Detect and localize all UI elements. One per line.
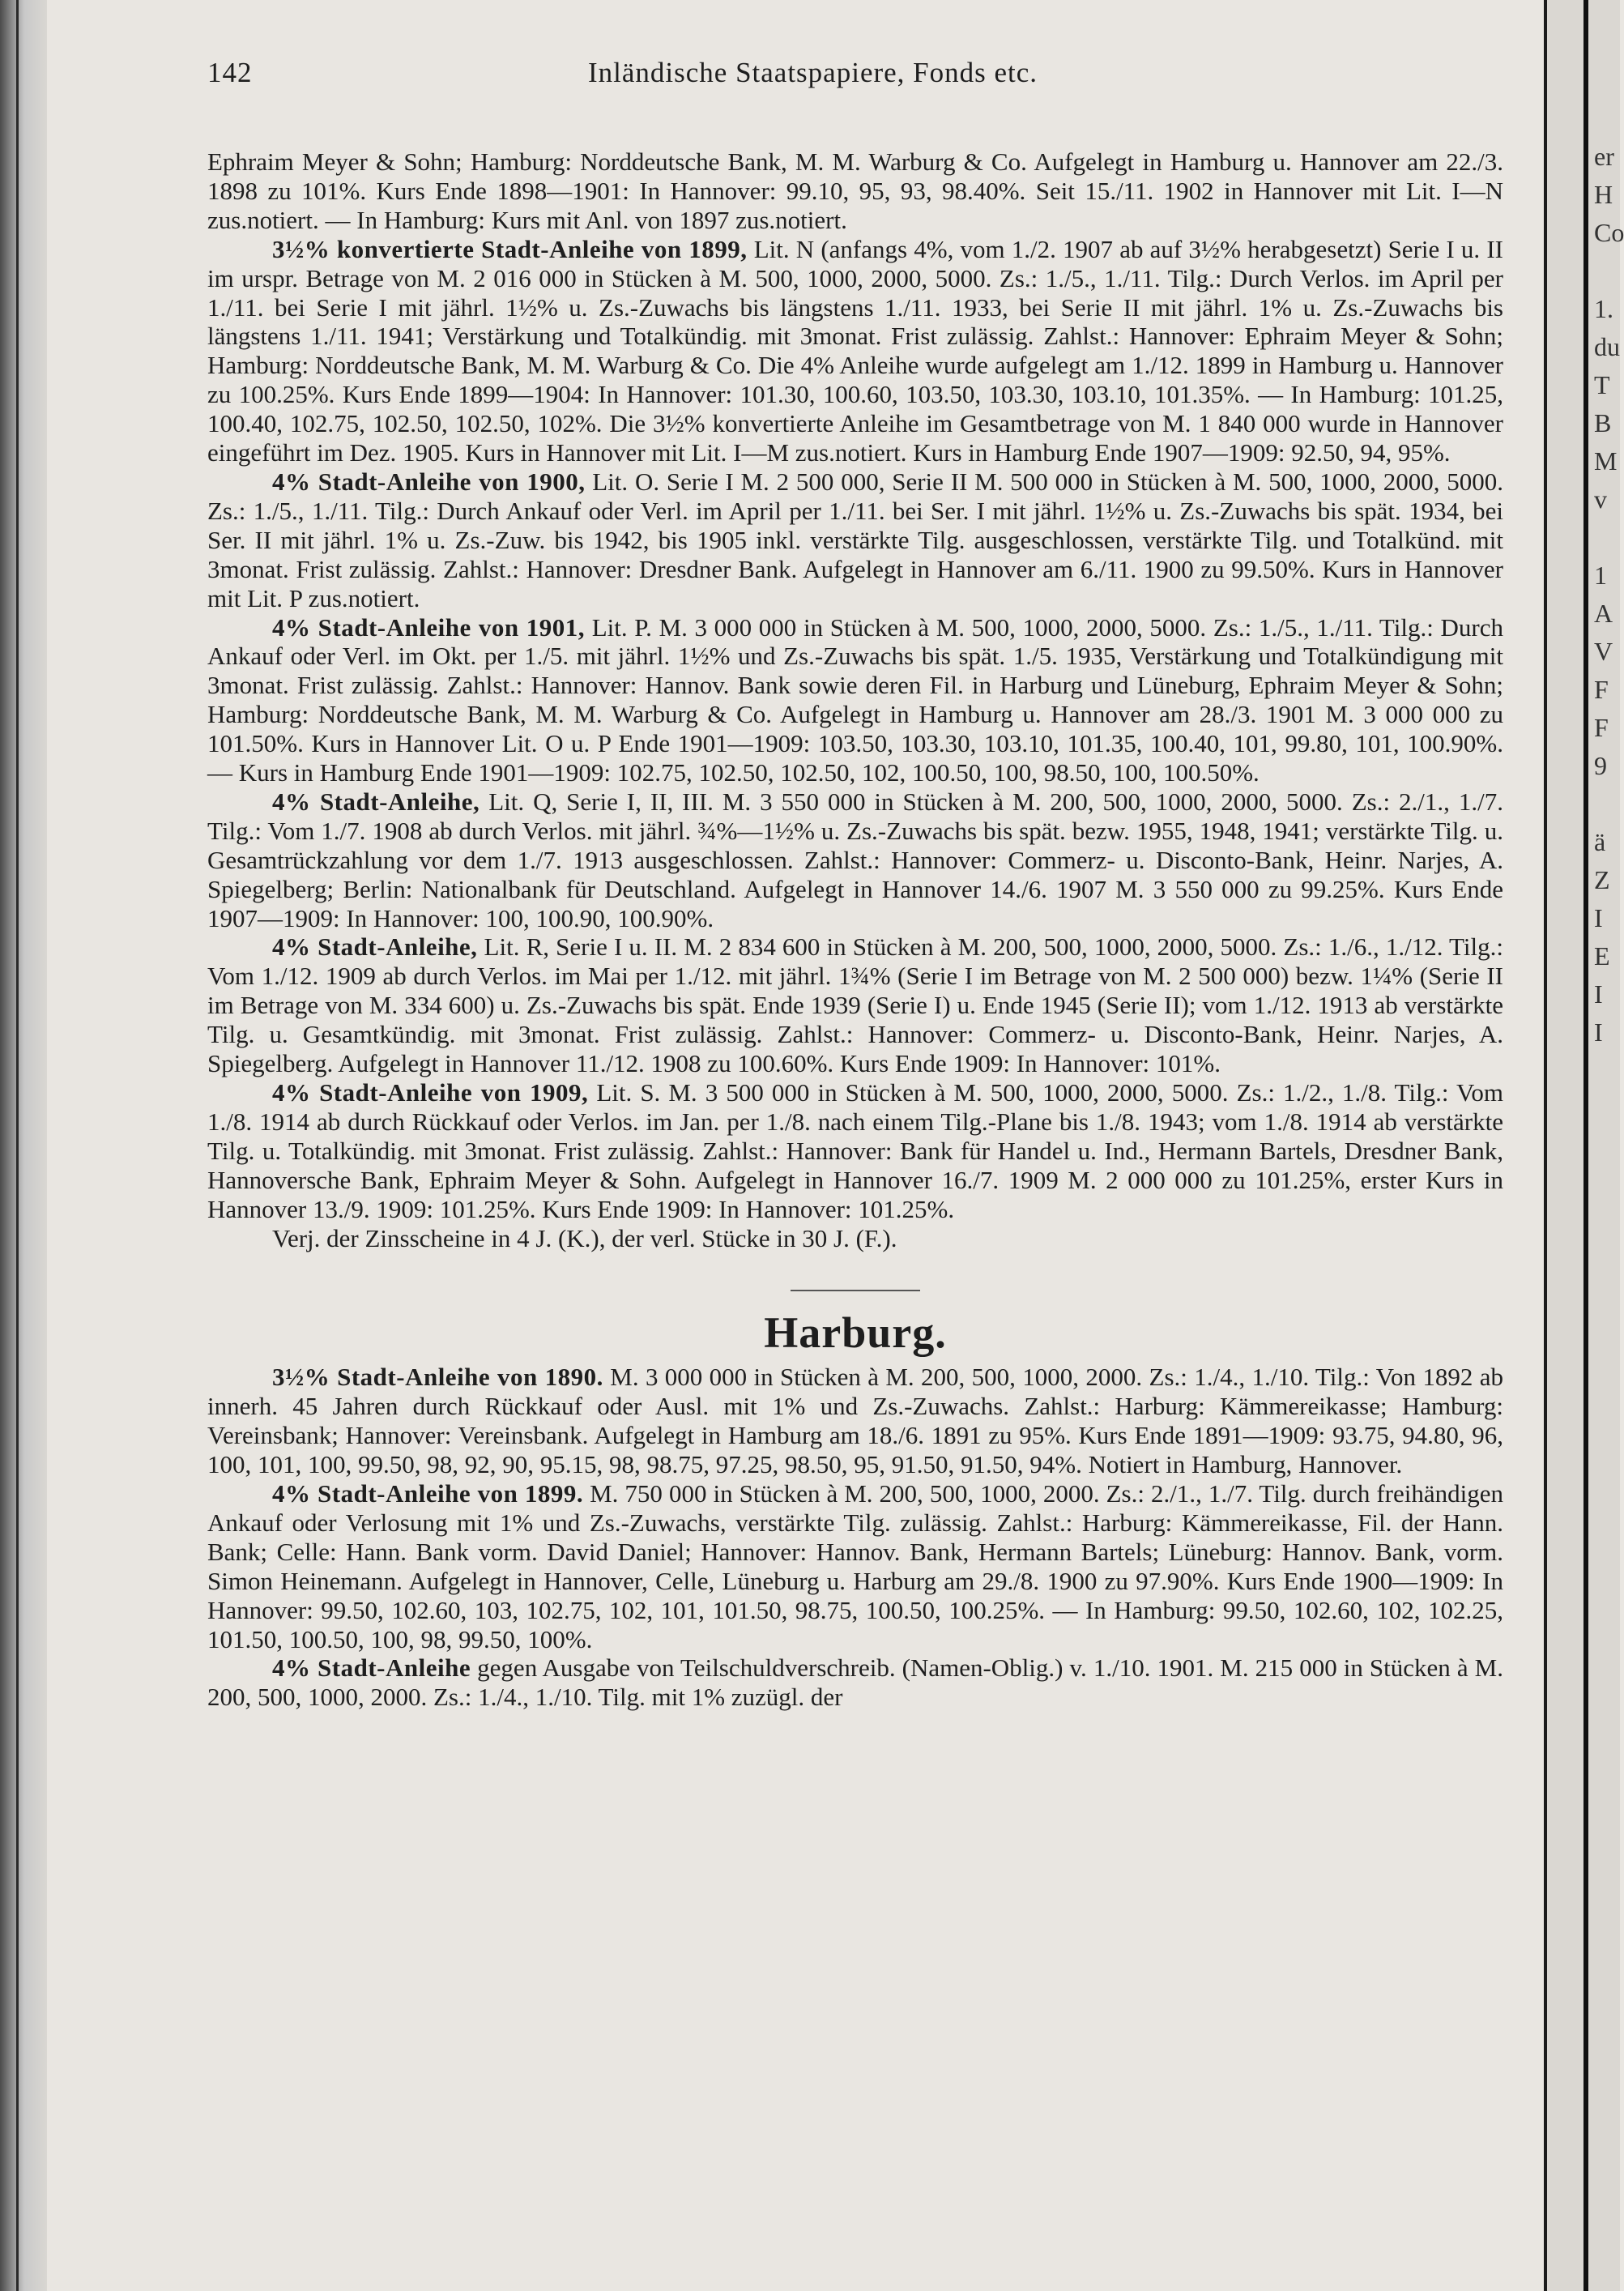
loan-heading: 4% Stadt-Anleihe von 1900,: [272, 467, 586, 496]
paragraph-text: Lit. N (anfangs 4%, vom 1./2. 1907 ab auf 3½% herabgesetzt) Serie I u. II im urspr. Betrage von M. 2 016 000 in Stücken à M. 500, 1000, 2000, 5000. Zs.: 1./5., 1./11. Tilg.: Durch Verlos. im April per 1./11. bei Serie I mit jährl. 1½% u. Zs.-Zuwachs bis längstens 1./11. 1933, bei Serie II mit jährl. 1% u. Zs.-Zuwachs bis längstens 1./11. 1941; Verstärkung und Totalkündig. mit 3monat. Frist zulässig. Zahlst.: Hannover: Ephraim Meyer & Sohn; Hamburg: Norddeutsche Bank, M. M. Warburg & Co. Die 4% Anleihe wurde aufgelegt am 1./12. 1899 in Hamburg u. Hannover zu 100.25%. Kurs Ende 1899—1904: In Hannover: 101.30, 100.60, 103.50, 103.30, 103.10, 101.35%. — In Hamburg: 101.25, 100.40, 102.75, 102.50, 102.50, 102%. Die 3½% konvertierte Anleihe im Gesamtbetrage von M. 1 840 000 wurde in Hannover eingeführt im Dez. 1905. Kurs in Hannover mit Lit. I—M zus.notiert. Kurs in Hamburg Ende 1907—1909: 92.50, 94, 95%.: [207, 234, 1503, 467]
running-title: Inländische Staatspapiere, Fonds etc.: [588, 57, 1038, 88]
facing-page-rule: [1584, 0, 1588, 2291]
paragraph: [207, 613, 1503, 787]
loan-heading: 4% Stadt-Anleihe von 1909,: [272, 1078, 589, 1107]
paragraph: [207, 1653, 1503, 1712]
paragraph: [207, 235, 1503, 467]
loan-heading: 4% Stadt-Anleihe von 1901,: [272, 612, 586, 642]
paragraph-text: Lit. P. M. 3 000 000 in Stücken à M. 500, 1000, 2000, 5000. Zs.: 1./5., 1./11. Tilg.: Durch Ankauf oder Verl. im Okt. per 1./5. mit jährl. 1½% und Zs.-Zuwachs bis spät. 1./5. 1935, Verstärkung und Totalkündigung mit 3monat. Frist zulässig. Zahlst.: Hannover: Hannov. Bank sowie deren Fil. in Harburg und Lüneburg, Ephraim Meyer & Sohn; Hamburg: Norddeutsche Bank, M. M. Warburg & Co. Aufgelegt in Hamburg u. Hannover am 28./3. 1901 M. 3 000 000 zu 101.50%. Kurs in Hannover Lit. O u. P Ende 1901—1909: 103.50, 103.30, 103.10, 101.35, 100.40, 101, 99.80, 101, 100.90%. — Kurs in Hamburg Ende 1901—1909: 102.75, 102.50, 102.50, 102, 100.50, 100, 98.50, 100, 100.50%.: [207, 612, 1503, 787]
loan-heading: 4% Stadt-Anleihe,: [272, 787, 480, 816]
paragraph-text: Lit. O. Serie I M. 2 500 000, Serie II M. 500 000 in Stücken à M. 500, 1000, 2000, 5000. Zs.: 1./5., 1./11. Tilg.: Durch Ankauf oder Verl. im April per 1./11. bei Ser. I mit jährl. 1½% u. Zs.-Zuwachs bis spät. 1934, bei Ser. II mit jährl. 1% u. Zs.-Zuw. bis 1942, bis 1905 inkl. verstärkte Tilg. ausgeschlossen, verstärkte Tilg. und Totalkünd. mit 3monat. Frist zulässig. Zahlst.: Hannover: Dresdner Bank. Aufgelegt in Hannover am 6./11. 1900 zu 99.50%. Kurs in Hannover mit Lit. P zus.notiert.: [207, 467, 1503, 612]
page-header: [207, 57, 1503, 105]
paragraph-text: gegen Ausgabe von Teilschuldverschreib. (Namen-Oblig.) v. 1./10. 1901. M. 215 000 in Stücken à M. 200, 500, 1000, 2000. Zs.: 1./4., 1./10. Tilg. mit 1% zuzügl. der: [207, 1653, 1503, 1712]
loan-heading: 3½% Stadt-Anleihe von 1890.: [272, 1363, 603, 1392]
paragraph: [207, 1224, 1503, 1253]
loan-heading: 4% Stadt-Anleihe von 1899.: [272, 1478, 584, 1508]
page-number: 142: [207, 57, 253, 88]
paragraph-group-harburg: [207, 1363, 1503, 1712]
facing-page-fragments: er H Co 1. du T B M v 1 A V F F 9 ä Z I E I I: [1594, 142, 1624, 1047]
paragraph: [207, 1363, 1503, 1479]
page-body: [207, 147, 1503, 1712]
section-title: Harburg.: [764, 1308, 947, 1358]
scan-left-edge: [0, 0, 47, 2291]
paragraph: [207, 1479, 1503, 1653]
section-separator: [791, 1290, 920, 1291]
paragraph-text: Lit. Q, Serie I, II, III. M. 3 550 000 in Stücken à M. 200, 500, 1000, 2000, 5000. Zs.: 2./1., 1./7. Tilg.: Vom 1./7. 1908 ab durch Verlos. mit jährl. ¾%—1½% u. Zs.-Zuwachs bis spät. bezw. 1955, 1948, 1941; verstärkte Tilg. u. Gesamtrückzahlung vor dem 1./7. 1913 ausgeschlossen. Zahlst.: Hannover: Commerz- u. Disconto-Bank, Heinr. Narjes, A. Spiegelberg; Berlin: Nationalbank für Deutschland. Aufgelegt in Hannover 14./6. 1907 M. 3 550 000 zu 99.25%. Kurs Ende 1907—1909: In Hannover: 100, 100.90, 100.90%.: [207, 787, 1503, 932]
paragraph-text: Lit. R, Serie I u. II. M. 2 834 600 in Stücken à M. 200, 500, 1000, 2000, 5000. Zs.: 1./6., 1./12. Tilg.: Vom 1./12. 1909 ab durch Verlos. im Mai per 1./12. mit jährl. 1¾% (Serie I im Betrage von M. 2 500 000) bezw. 1¼% (Serie II im Betrage von M. 334 600) u. Zs.-Zuwachs bis spät. Ende 1939 (Serie I) u. Ende 1945 (Serie II); vom 1./12. 1913 ab verstärkte Tilg. u. Gesamtkündig. mit 3monat. Frist zulässig. Zahlst.: Hannover: Commerz- u. Disconto-Bank, Heinr. Narjes, A. Spiegelberg. Aufgelegt in Hannover 11./12. 1908 zu 100.60%. Kurs Ende 1909: In Hannover: 101%.: [207, 932, 1503, 1078]
paragraph-group-hannover: [207, 147, 1503, 1252]
paragraph: [207, 787, 1503, 933]
page: [207, 57, 1503, 1712]
page-right-rule: [1544, 0, 1547, 2291]
loan-heading: 4% Stadt-Anleihe: [272, 1653, 471, 1683]
loan-heading: 3½% konvertierte Stadt-Anleihe von 1899,: [272, 234, 748, 263]
paragraph-text: M. 750 000 in Stücken à M. 200, 500, 1000, 2000. Zs.: 2./1., 1./7. Tilg. durch freihändigen Ankauf oder Verlosung mit 1% und Zs.-Zuwachs, verstärkte Tilg. zulässig. Zahlst.: Harburg: Kämmereikasse, Fil. der Hann. Bank; Celle: Hann. Bank vorm. David Daniel; Hannover: Hannov. Bank, Hermann Bartels; Lüneburg: Hannov. Bank, vorm. Simon Heinemann. Aufgelegt in Hannover, Celle, Lüneburg u. Harburg am 29./8. 1900 zu 97.90%. Kurs Ende 1900—1909: In Hannover: 99.50, 102.60, 103, 102.75, 102, 101, 101.50, 98.75, 100.50, 100.25%. — In Hamburg: 99.50, 102.60, 102, 102.25, 101.50, 100.50, 100, 98, 99.50, 100%.: [207, 1478, 1503, 1653]
loan-heading: 4% Stadt-Anleihe,: [272, 932, 478, 962]
paragraph-text: Lit. S. M. 3 500 000 in Stücken à M. 500, 1000, 2000, 5000. Zs.: 1./2., 1./8. Tilg.: Vom 1./8. 1914 ab durch Rückkauf oder Verlos. im Jan. per 1./8. nach einem Tilg.-Plane bis 1./8. 1943; vom 1./8. 1914 ab verstärkte Tilg. u. Totalkündig. mit 3monat. Frist zulässig. Zahlst.: Hannover: Bank für Handel u. Ind., Hermann Bartels, Dresdner Bank, Hannoversche Bank, Ephraim Meyer & Sohn. Aufgelegt in Hannover 16./7. 1909 M. 2 000 000 zu 101.25%, erster Kurs in Hannover 13./9. 1909: 101.25%. Kurs Ende 1909: In Hannover: 101.25%.: [207, 1078, 1503, 1223]
scan-binding-line: [16, 0, 19, 2291]
paragraph-text: M. 3 000 000 in Stücken à M. 200, 500, 1000, 2000. Zs.: 1./4., 1./10. Tilg.: Von 1892 ab innerh. 45 Jahren durch Rückkauf oder Ausl. mit 1% und Zs.-Zuwachs. Zahlst.: Harburg: Kämmereikasse; Hamburg: Vereinsbank; Hannover: Vereinsbank. Aufgelegt in Hamburg am 18./6. 1891 zu 95%. Kurs Ende 1891—1909: 93.75, 94.80, 96, 100, 101, 100, 99.50, 98, 92, 90, 95.15, 98, 98.75, 97.25, 98.50, 95, 91.50, 91.50, 94%. Notiert in Hamburg, Hannover.: [207, 1363, 1503, 1479]
paragraph-text: Ephraim Meyer & Sohn; Hamburg: Norddeutsche Bank, M. M. Warburg & Co. Aufgelegt in Hamburg u. Hannover am 22./3. 1898 zu 101%. Kurs Ende 1898—1901: In Hannover: 99.10, 95, 93, 98.40%. Seit 15./11. 1902 in Hannover mit Lit. I—N zus.notiert. — In Hamburg: Kurs mit Anl. von 1897 zus.notiert.: [207, 147, 1503, 234]
paragraph: [207, 1078, 1503, 1224]
paragraph-text: Verj. der Zinsscheine in 4 J. (K.), der verl. Stücke in 30 J. (F.).: [272, 1223, 897, 1252]
paragraph: [207, 147, 1503, 235]
paragraph: [207, 932, 1503, 1078]
paragraph: [207, 467, 1503, 613]
